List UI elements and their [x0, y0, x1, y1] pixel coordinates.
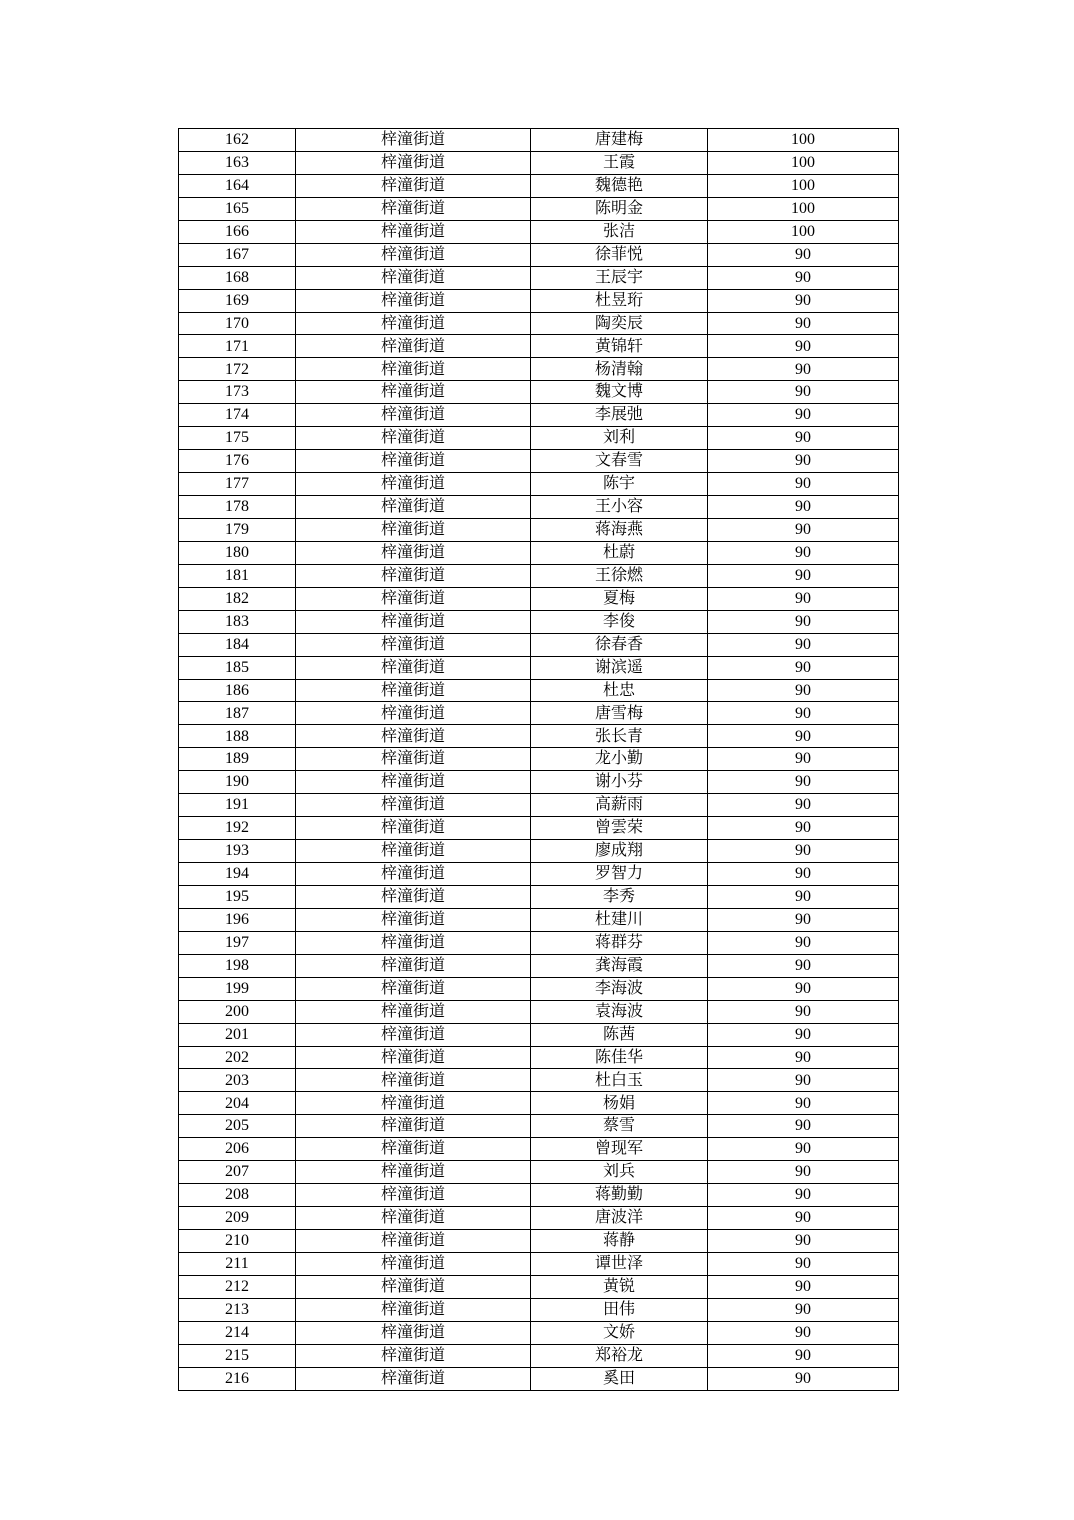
score-cell: 90 [708, 587, 899, 610]
name-cell: 杜忠 [531, 679, 708, 702]
row-index-cell: 211 [179, 1252, 296, 1275]
row-index-cell: 216 [179, 1367, 296, 1390]
row-index-cell: 214 [179, 1321, 296, 1344]
street-cell: 梓潼街道 [296, 702, 531, 725]
name-cell: 唐建梅 [531, 129, 708, 152]
street-cell: 梓潼街道 [296, 358, 531, 381]
row-index-cell: 209 [179, 1207, 296, 1230]
street-cell: 梓潼街道 [296, 931, 531, 954]
name-cell: 蒋海燕 [531, 518, 708, 541]
street-cell: 梓潼街道 [296, 771, 531, 794]
name-cell: 龙小勤 [531, 748, 708, 771]
score-cell: 90 [708, 496, 899, 519]
name-cell: 杜白玉 [531, 1069, 708, 1092]
name-cell: 夏梅 [531, 587, 708, 610]
row-index-cell: 174 [179, 404, 296, 427]
name-cell: 谢小芬 [531, 771, 708, 794]
name-cell: 张长青 [531, 725, 708, 748]
street-cell: 梓潼街道 [296, 174, 531, 197]
name-cell: 蒋群芬 [531, 931, 708, 954]
row-index-cell: 205 [179, 1115, 296, 1138]
street-cell: 梓潼街道 [296, 1138, 531, 1161]
score-cell: 90 [708, 1230, 899, 1253]
name-cell: 黄锐 [531, 1275, 708, 1298]
street-cell: 梓潼街道 [296, 1046, 531, 1069]
score-cell: 90 [708, 725, 899, 748]
street-cell: 梓潼街道 [296, 885, 531, 908]
row-index-cell: 213 [179, 1298, 296, 1321]
name-cell: 魏德艳 [531, 174, 708, 197]
table-row [179, 450, 899, 473]
row-index-cell: 206 [179, 1138, 296, 1161]
score-cell: 90 [708, 1298, 899, 1321]
row-index-cell: 180 [179, 541, 296, 564]
row-index-cell: 169 [179, 289, 296, 312]
street-cell: 梓潼街道 [296, 404, 531, 427]
name-cell: 蒋静 [531, 1230, 708, 1253]
name-cell: 文娇 [531, 1321, 708, 1344]
score-cell: 90 [708, 404, 899, 427]
row-index-cell: 215 [179, 1344, 296, 1367]
row-index-cell: 171 [179, 335, 296, 358]
table-row [179, 1161, 899, 1184]
table-row [179, 404, 899, 427]
score-cell: 90 [708, 1000, 899, 1023]
table-row [179, 1207, 899, 1230]
table-row [179, 518, 899, 541]
row-index-cell: 172 [179, 358, 296, 381]
score-cell: 90 [708, 473, 899, 496]
street-cell: 梓潼街道 [296, 312, 531, 335]
row-index-cell: 168 [179, 266, 296, 289]
name-cell: 曾现军 [531, 1138, 708, 1161]
table-row [179, 587, 899, 610]
name-cell: 杨娟 [531, 1092, 708, 1115]
name-cell: 唐波洋 [531, 1207, 708, 1230]
table-row [179, 1069, 899, 1092]
street-cell: 梓潼街道 [296, 1230, 531, 1253]
row-index-cell: 193 [179, 840, 296, 863]
score-cell: 90 [708, 817, 899, 840]
table-row [179, 954, 899, 977]
score-cell: 90 [708, 1069, 899, 1092]
row-index-cell: 203 [179, 1069, 296, 1092]
row-index-cell: 176 [179, 450, 296, 473]
name-cell: 杨清翰 [531, 358, 708, 381]
score-cell: 90 [708, 243, 899, 266]
score-cell: 90 [708, 1207, 899, 1230]
row-index-cell: 188 [179, 725, 296, 748]
score-cell: 90 [708, 450, 899, 473]
score-cell: 90 [708, 518, 899, 541]
table-row [179, 197, 899, 220]
score-cell: 90 [708, 1023, 899, 1046]
table-row [179, 748, 899, 771]
street-cell: 梓潼街道 [296, 1252, 531, 1275]
table-row [179, 129, 899, 152]
table-row [179, 908, 899, 931]
row-index-cell: 185 [179, 656, 296, 679]
name-cell: 李展弛 [531, 404, 708, 427]
name-cell: 李海波 [531, 977, 708, 1000]
table-row [179, 610, 899, 633]
score-cell: 100 [708, 129, 899, 152]
score-cell: 90 [708, 748, 899, 771]
table-row [179, 289, 899, 312]
table-row [179, 151, 899, 174]
table-row [179, 679, 899, 702]
row-index-cell: 201 [179, 1023, 296, 1046]
row-index-cell: 204 [179, 1092, 296, 1115]
score-cell: 100 [708, 174, 899, 197]
name-cell: 陈茜 [531, 1023, 708, 1046]
table-row [179, 817, 899, 840]
table-row [179, 1344, 899, 1367]
name-cell: 王徐燃 [531, 564, 708, 587]
name-cell: 徐春香 [531, 633, 708, 656]
score-cell: 90 [708, 863, 899, 886]
name-cell: 王辰宇 [531, 266, 708, 289]
name-cell: 文春雪 [531, 450, 708, 473]
table-row [179, 633, 899, 656]
score-cell: 90 [708, 289, 899, 312]
table-row [179, 174, 899, 197]
row-index-cell: 189 [179, 748, 296, 771]
score-cell: 90 [708, 977, 899, 1000]
name-cell: 魏文博 [531, 381, 708, 404]
table-row [179, 335, 899, 358]
name-cell: 杜建川 [531, 908, 708, 931]
score-cell: 90 [708, 633, 899, 656]
score-cell: 90 [708, 1275, 899, 1298]
score-cell: 90 [708, 358, 899, 381]
street-cell: 梓潼街道 [296, 266, 531, 289]
score-cell: 90 [708, 564, 899, 587]
row-index-cell: 178 [179, 496, 296, 519]
street-cell: 梓潼街道 [296, 1184, 531, 1207]
table-row [179, 1252, 899, 1275]
name-cell: 龚海霞 [531, 954, 708, 977]
table-row [179, 1275, 899, 1298]
row-index-cell: 207 [179, 1161, 296, 1184]
row-index-cell: 179 [179, 518, 296, 541]
row-index-cell: 195 [179, 885, 296, 908]
table-row [179, 473, 899, 496]
score-cell: 90 [708, 1367, 899, 1390]
name-cell: 刘利 [531, 427, 708, 450]
score-cell: 90 [708, 702, 899, 725]
street-cell: 梓潼街道 [296, 1092, 531, 1115]
street-cell: 梓潼街道 [296, 863, 531, 886]
street-cell: 梓潼街道 [296, 1161, 531, 1184]
name-cell: 李俊 [531, 610, 708, 633]
score-cell: 90 [708, 381, 899, 404]
street-cell: 梓潼街道 [296, 1069, 531, 1092]
street-cell: 梓潼街道 [296, 656, 531, 679]
street-cell: 梓潼街道 [296, 725, 531, 748]
street-cell: 梓潼街道 [296, 679, 531, 702]
street-cell: 梓潼街道 [296, 518, 531, 541]
name-cell: 高薪雨 [531, 794, 708, 817]
street-cell: 梓潼街道 [296, 817, 531, 840]
name-cell: 田伟 [531, 1298, 708, 1321]
table-row [179, 885, 899, 908]
row-index-cell: 192 [179, 817, 296, 840]
street-cell: 梓潼街道 [296, 1023, 531, 1046]
table-row [179, 427, 899, 450]
score-cell: 100 [708, 197, 899, 220]
table-row [179, 1092, 899, 1115]
name-cell: 曾雲荣 [531, 817, 708, 840]
score-cell: 90 [708, 931, 899, 954]
score-cell: 90 [708, 954, 899, 977]
table-row [179, 977, 899, 1000]
table-row [179, 771, 899, 794]
table-row [179, 1184, 899, 1207]
table-row [179, 656, 899, 679]
name-cell: 蔡雪 [531, 1115, 708, 1138]
street-cell: 梓潼街道 [296, 129, 531, 152]
table-row [179, 1321, 899, 1344]
row-index-cell: 184 [179, 633, 296, 656]
table-row [179, 794, 899, 817]
street-cell: 梓潼街道 [296, 587, 531, 610]
street-cell: 梓潼街道 [296, 427, 531, 450]
table-row [179, 1000, 899, 1023]
table-row [179, 358, 899, 381]
name-cell: 罗智力 [531, 863, 708, 886]
street-cell: 梓潼街道 [296, 473, 531, 496]
row-index-cell: 194 [179, 863, 296, 886]
row-index-cell: 170 [179, 312, 296, 335]
table-row [179, 564, 899, 587]
street-cell: 梓潼街道 [296, 610, 531, 633]
score-cell: 90 [708, 312, 899, 335]
table-row [179, 1367, 899, 1390]
name-cell: 王小容 [531, 496, 708, 519]
table-row [179, 381, 899, 404]
name-cell: 蒋勤勤 [531, 1184, 708, 1207]
score-cell: 90 [708, 541, 899, 564]
score-cell: 90 [708, 1161, 899, 1184]
table-row [179, 1115, 899, 1138]
table-row [179, 931, 899, 954]
roster-table [178, 128, 899, 1391]
table-row [179, 266, 899, 289]
score-cell: 90 [708, 427, 899, 450]
street-cell: 梓潼街道 [296, 1115, 531, 1138]
name-cell: 谢滨遥 [531, 656, 708, 679]
score-cell: 90 [708, 771, 899, 794]
table-row [179, 541, 899, 564]
table-row [179, 1298, 899, 1321]
row-index-cell: 165 [179, 197, 296, 220]
score-cell: 90 [708, 335, 899, 358]
name-cell: 陈宇 [531, 473, 708, 496]
street-cell: 梓潼街道 [296, 1321, 531, 1344]
row-index-cell: 200 [179, 1000, 296, 1023]
street-cell: 梓潼街道 [296, 1344, 531, 1367]
score-cell: 90 [708, 1321, 899, 1344]
street-cell: 梓潼街道 [296, 1207, 531, 1230]
table-row [179, 1046, 899, 1069]
row-index-cell: 198 [179, 954, 296, 977]
street-cell: 梓潼街道 [296, 1298, 531, 1321]
row-index-cell: 177 [179, 473, 296, 496]
name-cell: 刘兵 [531, 1161, 708, 1184]
street-cell: 梓潼街道 [296, 450, 531, 473]
score-cell: 90 [708, 1252, 899, 1275]
row-index-cell: 167 [179, 243, 296, 266]
street-cell: 梓潼街道 [296, 496, 531, 519]
score-cell: 100 [708, 220, 899, 243]
street-cell: 梓潼街道 [296, 197, 531, 220]
name-cell: 唐雪梅 [531, 702, 708, 725]
street-cell: 梓潼街道 [296, 794, 531, 817]
table-row [179, 496, 899, 519]
row-index-cell: 212 [179, 1275, 296, 1298]
score-cell: 90 [708, 840, 899, 863]
street-cell: 梓潼街道 [296, 1367, 531, 1390]
row-index-cell: 173 [179, 381, 296, 404]
score-cell: 90 [708, 656, 899, 679]
table-row [179, 312, 899, 335]
row-index-cell: 202 [179, 1046, 296, 1069]
table-row [179, 1230, 899, 1253]
row-index-cell: 197 [179, 931, 296, 954]
street-cell: 梓潼街道 [296, 564, 531, 587]
street-cell: 梓潼街道 [296, 1275, 531, 1298]
table-row [179, 1023, 899, 1046]
name-cell: 谭世泽 [531, 1252, 708, 1275]
street-cell: 梓潼街道 [296, 748, 531, 771]
table-row [179, 220, 899, 243]
name-cell: 奚田 [531, 1367, 708, 1390]
name-cell: 黄锦轩 [531, 335, 708, 358]
table-row [179, 725, 899, 748]
row-index-cell: 182 [179, 587, 296, 610]
street-cell: 梓潼街道 [296, 335, 531, 358]
name-cell: 陈明金 [531, 197, 708, 220]
table-row [179, 863, 899, 886]
row-index-cell: 190 [179, 771, 296, 794]
street-cell: 梓潼街道 [296, 1000, 531, 1023]
name-cell: 张洁 [531, 220, 708, 243]
score-cell: 90 [708, 679, 899, 702]
row-index-cell: 199 [179, 977, 296, 1000]
table-row [179, 702, 899, 725]
name-cell: 王霞 [531, 151, 708, 174]
row-index-cell: 175 [179, 427, 296, 450]
name-cell: 陈佳华 [531, 1046, 708, 1069]
score-cell: 90 [708, 1184, 899, 1207]
street-cell: 梓潼街道 [296, 633, 531, 656]
row-index-cell: 210 [179, 1230, 296, 1253]
street-cell: 梓潼街道 [296, 977, 531, 1000]
score-cell: 90 [708, 885, 899, 908]
row-index-cell: 208 [179, 1184, 296, 1207]
street-cell: 梓潼街道 [296, 243, 531, 266]
score-cell: 90 [708, 1344, 899, 1367]
name-cell: 陶奕辰 [531, 312, 708, 335]
score-cell: 90 [708, 908, 899, 931]
street-cell: 梓潼街道 [296, 541, 531, 564]
name-cell: 廖成翔 [531, 840, 708, 863]
name-cell: 徐菲悦 [531, 243, 708, 266]
score-cell: 90 [708, 610, 899, 633]
street-cell: 梓潼街道 [296, 381, 531, 404]
score-cell: 90 [708, 1092, 899, 1115]
name-cell: 袁海波 [531, 1000, 708, 1023]
score-cell: 90 [708, 1138, 899, 1161]
row-index-cell: 186 [179, 679, 296, 702]
street-cell: 梓潼街道 [296, 289, 531, 312]
row-index-cell: 181 [179, 564, 296, 587]
score-cell: 100 [708, 151, 899, 174]
row-index-cell: 187 [179, 702, 296, 725]
name-cell: 李秀 [531, 885, 708, 908]
score-cell: 90 [708, 1046, 899, 1069]
table-row [179, 840, 899, 863]
table-row [179, 1138, 899, 1161]
street-cell: 梓潼街道 [296, 220, 531, 243]
row-index-cell: 162 [179, 129, 296, 152]
row-index-cell: 164 [179, 174, 296, 197]
name-cell: 杜昱珩 [531, 289, 708, 312]
street-cell: 梓潼街道 [296, 151, 531, 174]
row-index-cell: 191 [179, 794, 296, 817]
score-cell: 90 [708, 266, 899, 289]
street-cell: 梓潼街道 [296, 908, 531, 931]
row-index-cell: 196 [179, 908, 296, 931]
name-cell: 郑裕龙 [531, 1344, 708, 1367]
street-cell: 梓潼街道 [296, 954, 531, 977]
row-index-cell: 183 [179, 610, 296, 633]
roster-table-body [179, 129, 899, 1391]
score-cell: 90 [708, 1115, 899, 1138]
table-row [179, 243, 899, 266]
row-index-cell: 166 [179, 220, 296, 243]
score-cell: 90 [708, 794, 899, 817]
name-cell: 杜蔚 [531, 541, 708, 564]
row-index-cell: 163 [179, 151, 296, 174]
street-cell: 梓潼街道 [296, 840, 531, 863]
